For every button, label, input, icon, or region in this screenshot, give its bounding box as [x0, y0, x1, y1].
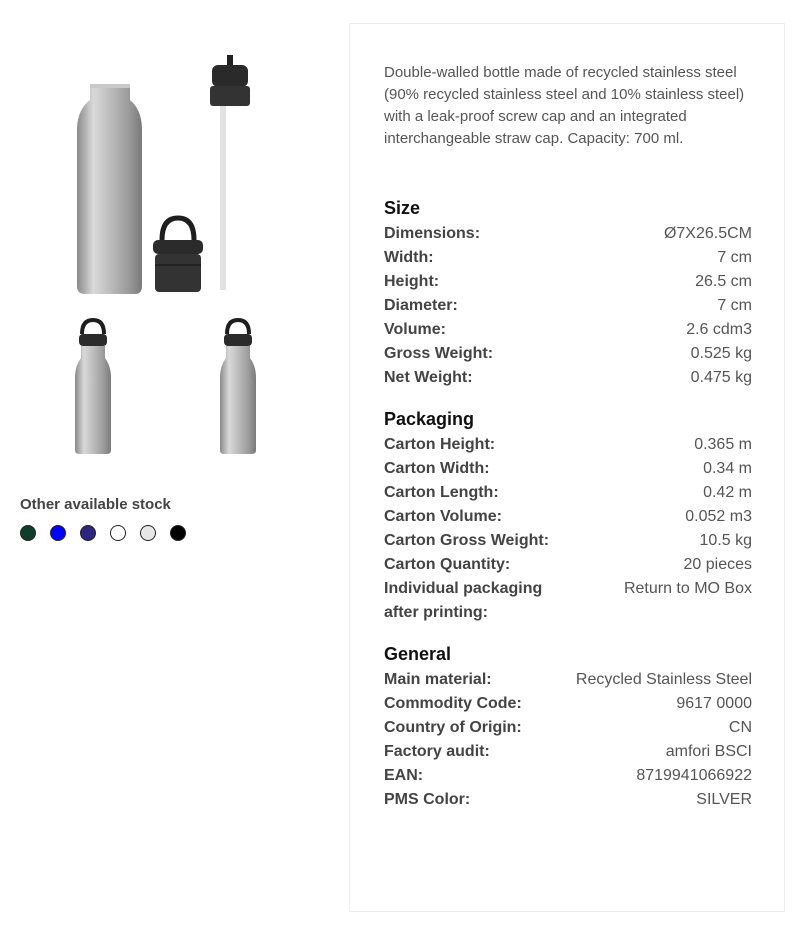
spec-value: Recycled Stainless Steel — [575, 671, 752, 688]
spec-value: 0.475 kg — [690, 369, 752, 386]
spec-label: Carton Gross Weight: — [384, 532, 550, 549]
spec-row — [384, 342, 752, 366]
color-swatch-white[interactable] — [110, 525, 126, 541]
spec-label: Carton Width: — [384, 460, 490, 477]
spec-value: 0.052 m3 — [685, 508, 752, 525]
spec-section-size — [384, 196, 752, 390]
spec-row — [384, 764, 752, 788]
spec-label: Diameter: — [384, 297, 458, 314]
spec-value: 7 cm — [717, 249, 752, 266]
spec-value: Ø7X26.5CM — [663, 225, 752, 242]
spec-label: Commodity Code: — [384, 695, 522, 712]
spec-row — [384, 366, 752, 390]
spec-value: 2.6 cdm3 — [686, 321, 752, 338]
spec-row — [384, 577, 752, 625]
spec-row — [384, 481, 752, 505]
spec-row — [384, 318, 752, 342]
spec-label: Volume: — [384, 321, 446, 338]
spec-label: Country of Origin: — [384, 719, 522, 736]
spec-label: Height: — [384, 273, 440, 290]
spec-section-title: Size — [384, 198, 421, 218]
spec-label: Carton Volume: — [384, 508, 502, 525]
spec-value: 20 pieces — [683, 556, 752, 573]
spec-row — [384, 433, 752, 457]
spec-section-packaging — [384, 407, 752, 625]
spec-rows — [384, 668, 752, 812]
color-swatch-light-grey[interactable] — [140, 525, 156, 541]
spec-value: SILVER — [696, 791, 752, 808]
spec-label: Net Weight: — [384, 369, 473, 386]
spec-row — [384, 246, 752, 270]
other-stock — [20, 496, 186, 541]
spec-value: amfori BSCI — [665, 743, 752, 760]
spec-row — [384, 716, 752, 740]
spec-value: 0.42 m — [703, 484, 752, 501]
color-swatch-blue[interactable] — [50, 525, 66, 541]
product-gallery — [0, 0, 330, 470]
spec-rows — [384, 222, 752, 390]
product-description: Double-walled bottle made of recycled stainless steel (90% recycled stainless steel and 10% stainless steel) with a leak-proof screw cap and an integrated interchangeable straw cap. Capacity: 700 ml. — [384, 64, 745, 147]
spec-value: 26.5 cm — [695, 273, 752, 290]
spec-label: Individual packaging after printing: — [384, 580, 543, 621]
spec-section-title: Packaging — [384, 409, 475, 429]
spec-value: 0.365 m — [694, 436, 752, 453]
spec-label: Factory audit: — [384, 743, 490, 760]
spec-row — [384, 740, 752, 764]
spec-label: Carton Quantity: — [384, 556, 511, 573]
spec-label: Main material: — [384, 671, 492, 688]
product-details-panel — [349, 23, 785, 912]
spec-row — [384, 668, 752, 692]
color-swatch-navy[interactable] — [80, 525, 96, 541]
spec-row — [384, 222, 752, 246]
spec-value: 7 cm — [717, 297, 752, 314]
spec-value: 0.34 m — [703, 460, 752, 477]
spec-label: Dimensions: — [384, 225, 481, 242]
product-main-image[interactable] — [60, 50, 270, 300]
spec-section-title: General — [384, 644, 452, 664]
color-swatch-black[interactable] — [170, 525, 186, 541]
spec-row — [384, 692, 752, 716]
spec-row — [384, 529, 752, 553]
spec-value: CN — [728, 719, 752, 736]
spec-row — [384, 553, 752, 577]
product-thumbnail-1[interactable] — [70, 316, 116, 458]
spec-label: EAN: — [384, 767, 424, 784]
spec-rows — [384, 433, 752, 625]
spec-value: 9617 0000 — [676, 695, 752, 712]
spec-label: Carton Length: — [384, 484, 499, 501]
spec-section-general — [384, 642, 752, 812]
product-thumbnail-2[interactable] — [215, 316, 261, 458]
spec-value: Return to MO Box — [623, 580, 752, 597]
spec-label: Gross Weight: — [384, 345, 494, 362]
color-swatch-green[interactable] — [20, 525, 36, 541]
spec-row — [384, 457, 752, 481]
spec-label: Carton Height: — [384, 436, 496, 453]
spec-value: 10.5 kg — [699, 532, 752, 549]
spec-row — [384, 788, 752, 812]
other-stock-title: Other available stock — [20, 496, 171, 513]
spec-row — [384, 294, 752, 318]
color-swatches — [20, 525, 186, 541]
spec-row — [384, 505, 752, 529]
spec-value: 8719941066922 — [636, 767, 752, 784]
spec-row — [384, 270, 752, 294]
spec-label: Width: — [384, 249, 434, 266]
spec-value: 0.525 kg — [690, 345, 752, 362]
spec-label: PMS Color: — [384, 791, 471, 808]
